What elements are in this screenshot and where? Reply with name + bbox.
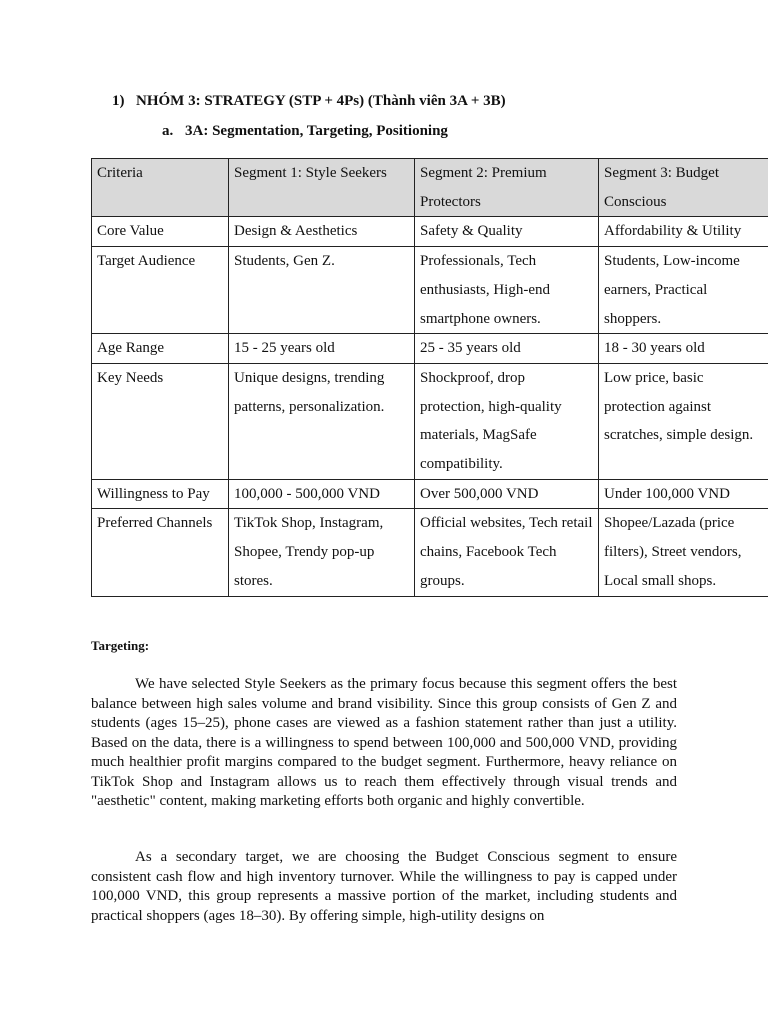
section-title: NHÓM 3: STRATEGY (STP + 4Ps) (Thành viên 3A + 3B): [136, 93, 506, 109]
table-row-age-range: [92, 334, 768, 364]
table-row-key-needs: [92, 363, 768, 479]
table-cell: TikTok Shop, Instagram, Shopee, Trendy pop-up stores.: [229, 509, 415, 596]
table-cell: Safety & Quality: [415, 217, 599, 247]
table-cell: Official websites, Tech retail chains, Facebook Tech groups.: [415, 509, 599, 596]
table-row-preferred-channels: [92, 509, 768, 596]
table-cell: Preferred Channels: [92, 509, 229, 596]
header-segment-1: Segment 1: Style Seekers: [229, 159, 415, 217]
subsection-number: a.: [162, 123, 174, 139]
targeting-paragraph-secondary: As a secondary target, we are choosing the Budget Conscious segment to ensure consistent cash flow and high inventory turnover. While the willingness to pay is capped under 100,000 VND, this group represents a massive portion of the market, including students and practical shoppers (ages 18–30). By offering simple, high-utility designs on: [91, 849, 677, 924]
table-cell: Students, Low-income earners, Practical shoppers.: [599, 247, 768, 334]
table-cell: Low price, basic protection against scratches, simple design.: [599, 363, 768, 479]
targeting-heading: Targeting:: [91, 638, 150, 653]
header-segment-2: Segment 2: Premium Protectors: [415, 159, 599, 217]
table-cell: Unique designs, trending patterns, personalization.: [229, 363, 415, 479]
table-row-core-value: [92, 217, 768, 247]
table-cell: 100,000 - 500,000 VND: [229, 479, 415, 509]
header-segment-3: Segment 3: Budget Conscious: [599, 159, 768, 217]
table-cell: Willingness to Pay: [92, 479, 229, 509]
table-cell: Key Needs: [92, 363, 229, 479]
table-cell: Core Value: [92, 217, 229, 247]
table-cell: Students, Gen Z.: [229, 247, 415, 334]
table-cell: Design & Aesthetics: [229, 217, 415, 247]
table-cell: Target Audience: [92, 247, 229, 334]
section-number: 1): [112, 93, 125, 109]
table-cell: Professionals, Tech enthusiasts, High-end smartphone owners.: [415, 247, 599, 334]
segmentation-table: [91, 158, 768, 597]
table-cell: 15 - 25 years old: [229, 334, 415, 364]
table-cell: 25 - 35 years old: [415, 334, 599, 364]
subsection-heading: [162, 123, 448, 140]
table-cell: Age Range: [92, 334, 229, 364]
table-header-row: [92, 159, 768, 217]
table-cell: Shopee/Lazada (price filters), Street vendors, Local small shops.: [599, 509, 768, 596]
subsection-title: 3A: Segmentation, Targeting, Positioning: [185, 123, 448, 139]
table-cell: Under 100,000 VND: [599, 479, 768, 509]
table-cell: Over 500,000 VND: [415, 479, 599, 509]
section-heading: [112, 93, 506, 110]
table-cell: 18 - 30 years old: [599, 334, 768, 364]
targeting-paragraph-primary: We have selected Style Seekers as the primary focus because this segment offers the best balance between high sales volume and brand visibility. Since this group consists of Gen Z and students (ages 15–25), phone cases are viewed as a fashion statement rather than just a utility. Based on the data, there is a willingness to spend between 100,000 and 500,000 VND, providing much healthier profit margins compared to the budget segment. Furthermore, heavy reliance on TikTok Shop and Instagram allows us to reach them effectively through visual trends and "aesthetic" content, making marketing efforts both organic and highly convertible.: [91, 676, 677, 809]
table-cell: Shockproof, drop protection, high-quality materials, MagSafe compatibility.: [415, 363, 599, 479]
table-cell: Affordability & Utility: [599, 217, 768, 247]
header-criteria: Criteria: [92, 159, 229, 217]
table-row-willingness-to-pay: [92, 479, 768, 509]
table-row-target-audience: [92, 247, 768, 334]
